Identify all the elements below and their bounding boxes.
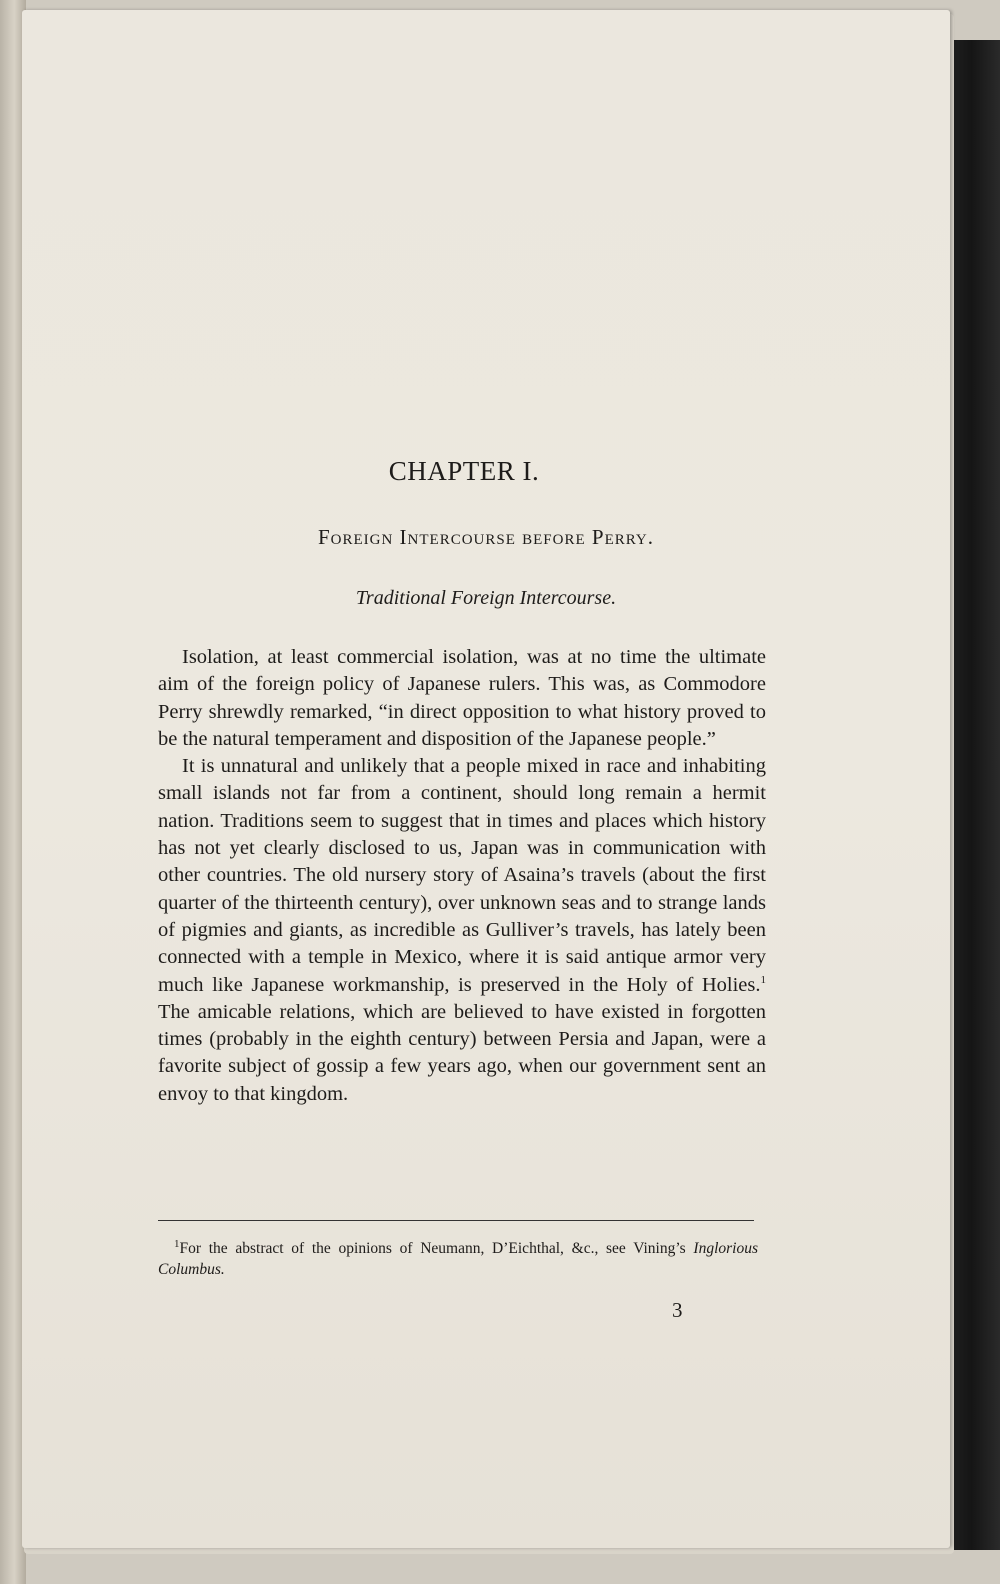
body-text [158, 644, 766, 1108]
chapter-title: Foreign Intercourse before Perry. [317, 525, 655, 549]
paragraph-2-text: It is unnatural and unlikely that a people mixed in race and inhabiting small islands not far from a continent, should long remain a hermit nation. Traditions seem to suggest that in times and places which history has not yet clearly disclosed to us, Japan was in communication with other countries. The old nursery story of Asaina’s travels (about the first quarter of the thirteenth century), over unknown seas and to strange lands of pigmies and giants, as incredible as Gulliver’s travels, has lately been connected with a temple in Mexico, where it is said antique armor very much like Japanese workmanship, is preserved in the Holy of Holies. [158, 755, 766, 996]
page-number: 3 [672, 1298, 683, 1322]
footnote-marker: 1 [174, 1237, 180, 1250]
paragraph-2-tail: The amicable relations, which are believed to have existed in forgotten times (probably in the eighth century) between Persia and Japan, were a favorite subject of gossip a few years ago, when our government sent an envoy to that kingdom. [158, 1000, 766, 1105]
footnote-text: For the abstract of the opinions of Neumann, D’Eichthal, &c., see Vining’s [179, 1240, 694, 1257]
footnote-reference: 1 [760, 973, 766, 986]
paragraph-2 [158, 753, 766, 1108]
book-page [22, 10, 950, 1548]
footnote-book-title: Inglorious Columbus. [158, 1240, 758, 1278]
footnote [158, 1238, 758, 1280]
paragraph-1: Isolation, at least commercial isolation, was at no time the ultimate aim of the foreign policy of Japanese rulers. This was, as Commodore Perry shrewdly remarked, “in direct opposition to what history proved to be the natural temperament and disposition of the Japanese people.” [158, 646, 766, 750]
chapter-heading: CHAPTER I. [388, 456, 540, 486]
section-subtitle: Traditional Foreign Intercourse. [355, 587, 617, 609]
footnote-rule [158, 1220, 754, 1221]
